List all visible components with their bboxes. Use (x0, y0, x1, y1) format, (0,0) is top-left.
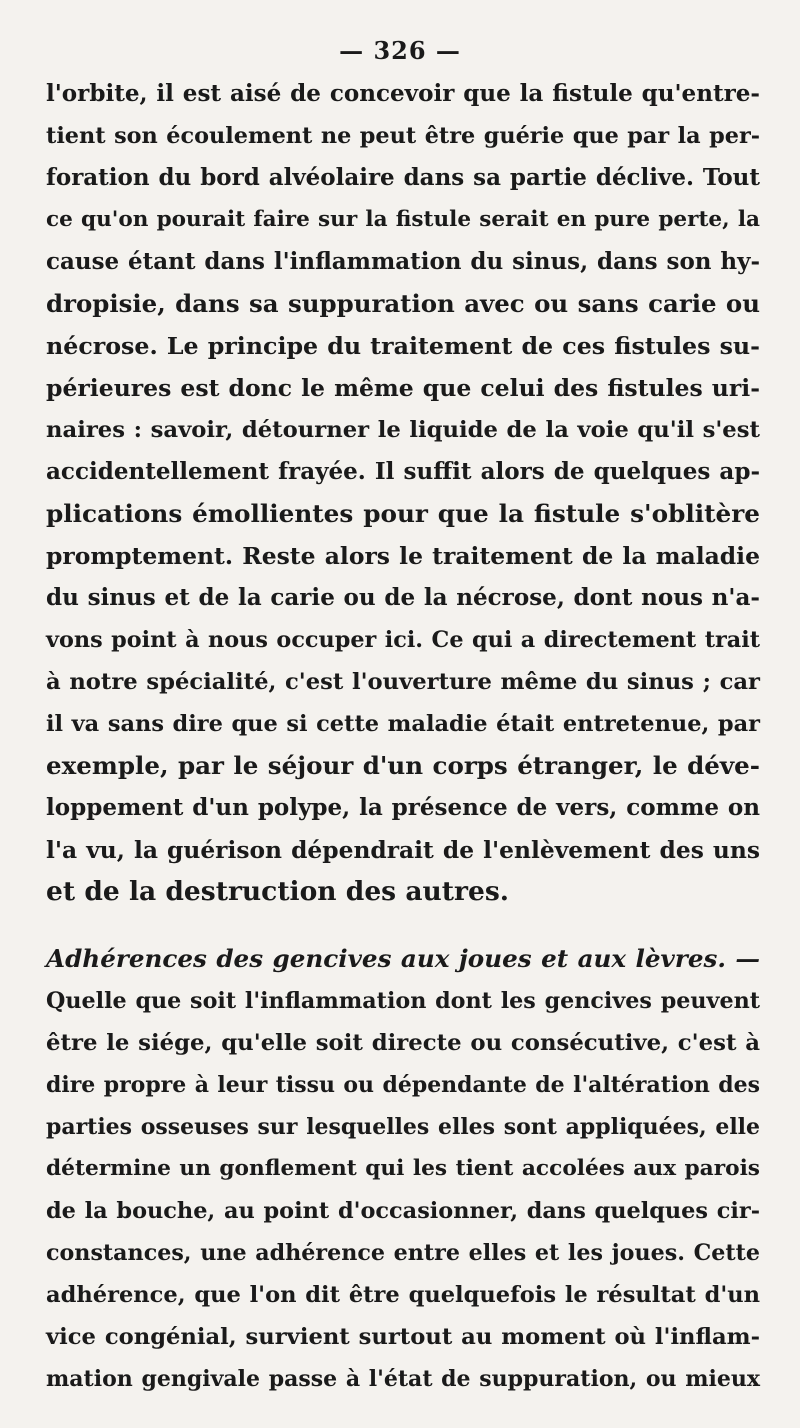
text-line: vice congénial, survient surtout au moment où l'inflam- (46, 1324, 760, 1350)
text-line: de la bouche, au point d'occasionner, dans quelques cir- (46, 1198, 760, 1224)
text-line: Quelle que soit l'inflammation dont les gencives peuvent (46, 988, 760, 1014)
paragraph-2 (46, 938, 760, 1400)
text-line: être le siége, qu'elle soit directe ou consécutive, c'est à (46, 1030, 760, 1056)
text-line: adhérence, que l'on dit être quelquefois le résultat d'un (46, 1282, 760, 1308)
text-line: nécrose. Le principe du traitement de ces fistules su- (46, 332, 760, 360)
text-line: mation gengivale passe à l'état de suppuration, ou mieux (46, 1366, 760, 1392)
section-heading: Adhérences des gencives aux joues et aux lèvres. — (46, 944, 760, 973)
text-line: naires : savoir, détourner le liquide de la voie qu'il s'est (46, 417, 760, 443)
text-line: périeures est donc le même que celui des fistules uri- (46, 374, 760, 402)
text-line: l'orbite, il est aisé de concevoir que la fistule qu'entre- (46, 80, 760, 107)
text-line: ce qu'on pourait faire sur la fistule serait en pure perte, la (46, 207, 760, 232)
text-line: tient son écoulement ne peut être guérie que par la per- (46, 123, 760, 149)
text-line: plications émollientes pour que la fistule s'oblitère (46, 499, 760, 528)
text-line: parties osseuses sur lesquelles elles sont appliquées, elle (46, 1114, 760, 1140)
text-line: cause étant dans l'inflammation du sinus, dans son hy- (46, 248, 760, 275)
text-line: promptement. Reste alors le traitement de la maladie (46, 542, 760, 570)
text-line: loppement d'un polype, la présence de vers, comme on (46, 794, 760, 821)
text-line: dropisie, dans sa suppuration avec ou sans carie ou (46, 289, 760, 318)
text-line: il va sans dire que si cette maladie était entretenue, par (46, 711, 760, 737)
text-line: dire propre à leur tissu ou dépendante de l'altération des (46, 1072, 760, 1098)
page-number: — 326 — (339, 36, 461, 65)
text-line: exemple, par le séjour d'un corps étranger, le déve- (46, 751, 760, 780)
text-line: foration du bord alvéolaire dans sa partie déclive. Tout (46, 164, 760, 191)
paragraph-1 (46, 73, 760, 913)
text-line: constances, une adhérence entre elles et les joues. Cette (46, 1240, 760, 1266)
text-line: accidentellement frayée. Il suffit alors de quelques ap- (46, 458, 760, 485)
text-line: du sinus et de la carie ou de la nécrose, dont nous n'a- (46, 584, 760, 611)
text-line: l'a vu, la guérison dépendrait de l'enlèvement des uns (46, 836, 760, 864)
text-line: et de la destruction des autres. (46, 876, 509, 907)
text-line: vons point à nous occuper ici. Ce qui a directement trait (46, 627, 760, 653)
text-line: détermine un gonflement qui les tient accolées aux parois (46, 1156, 760, 1181)
text-line: à notre spécialité, c'est l'ouverture même du sinus ; car (46, 669, 760, 695)
